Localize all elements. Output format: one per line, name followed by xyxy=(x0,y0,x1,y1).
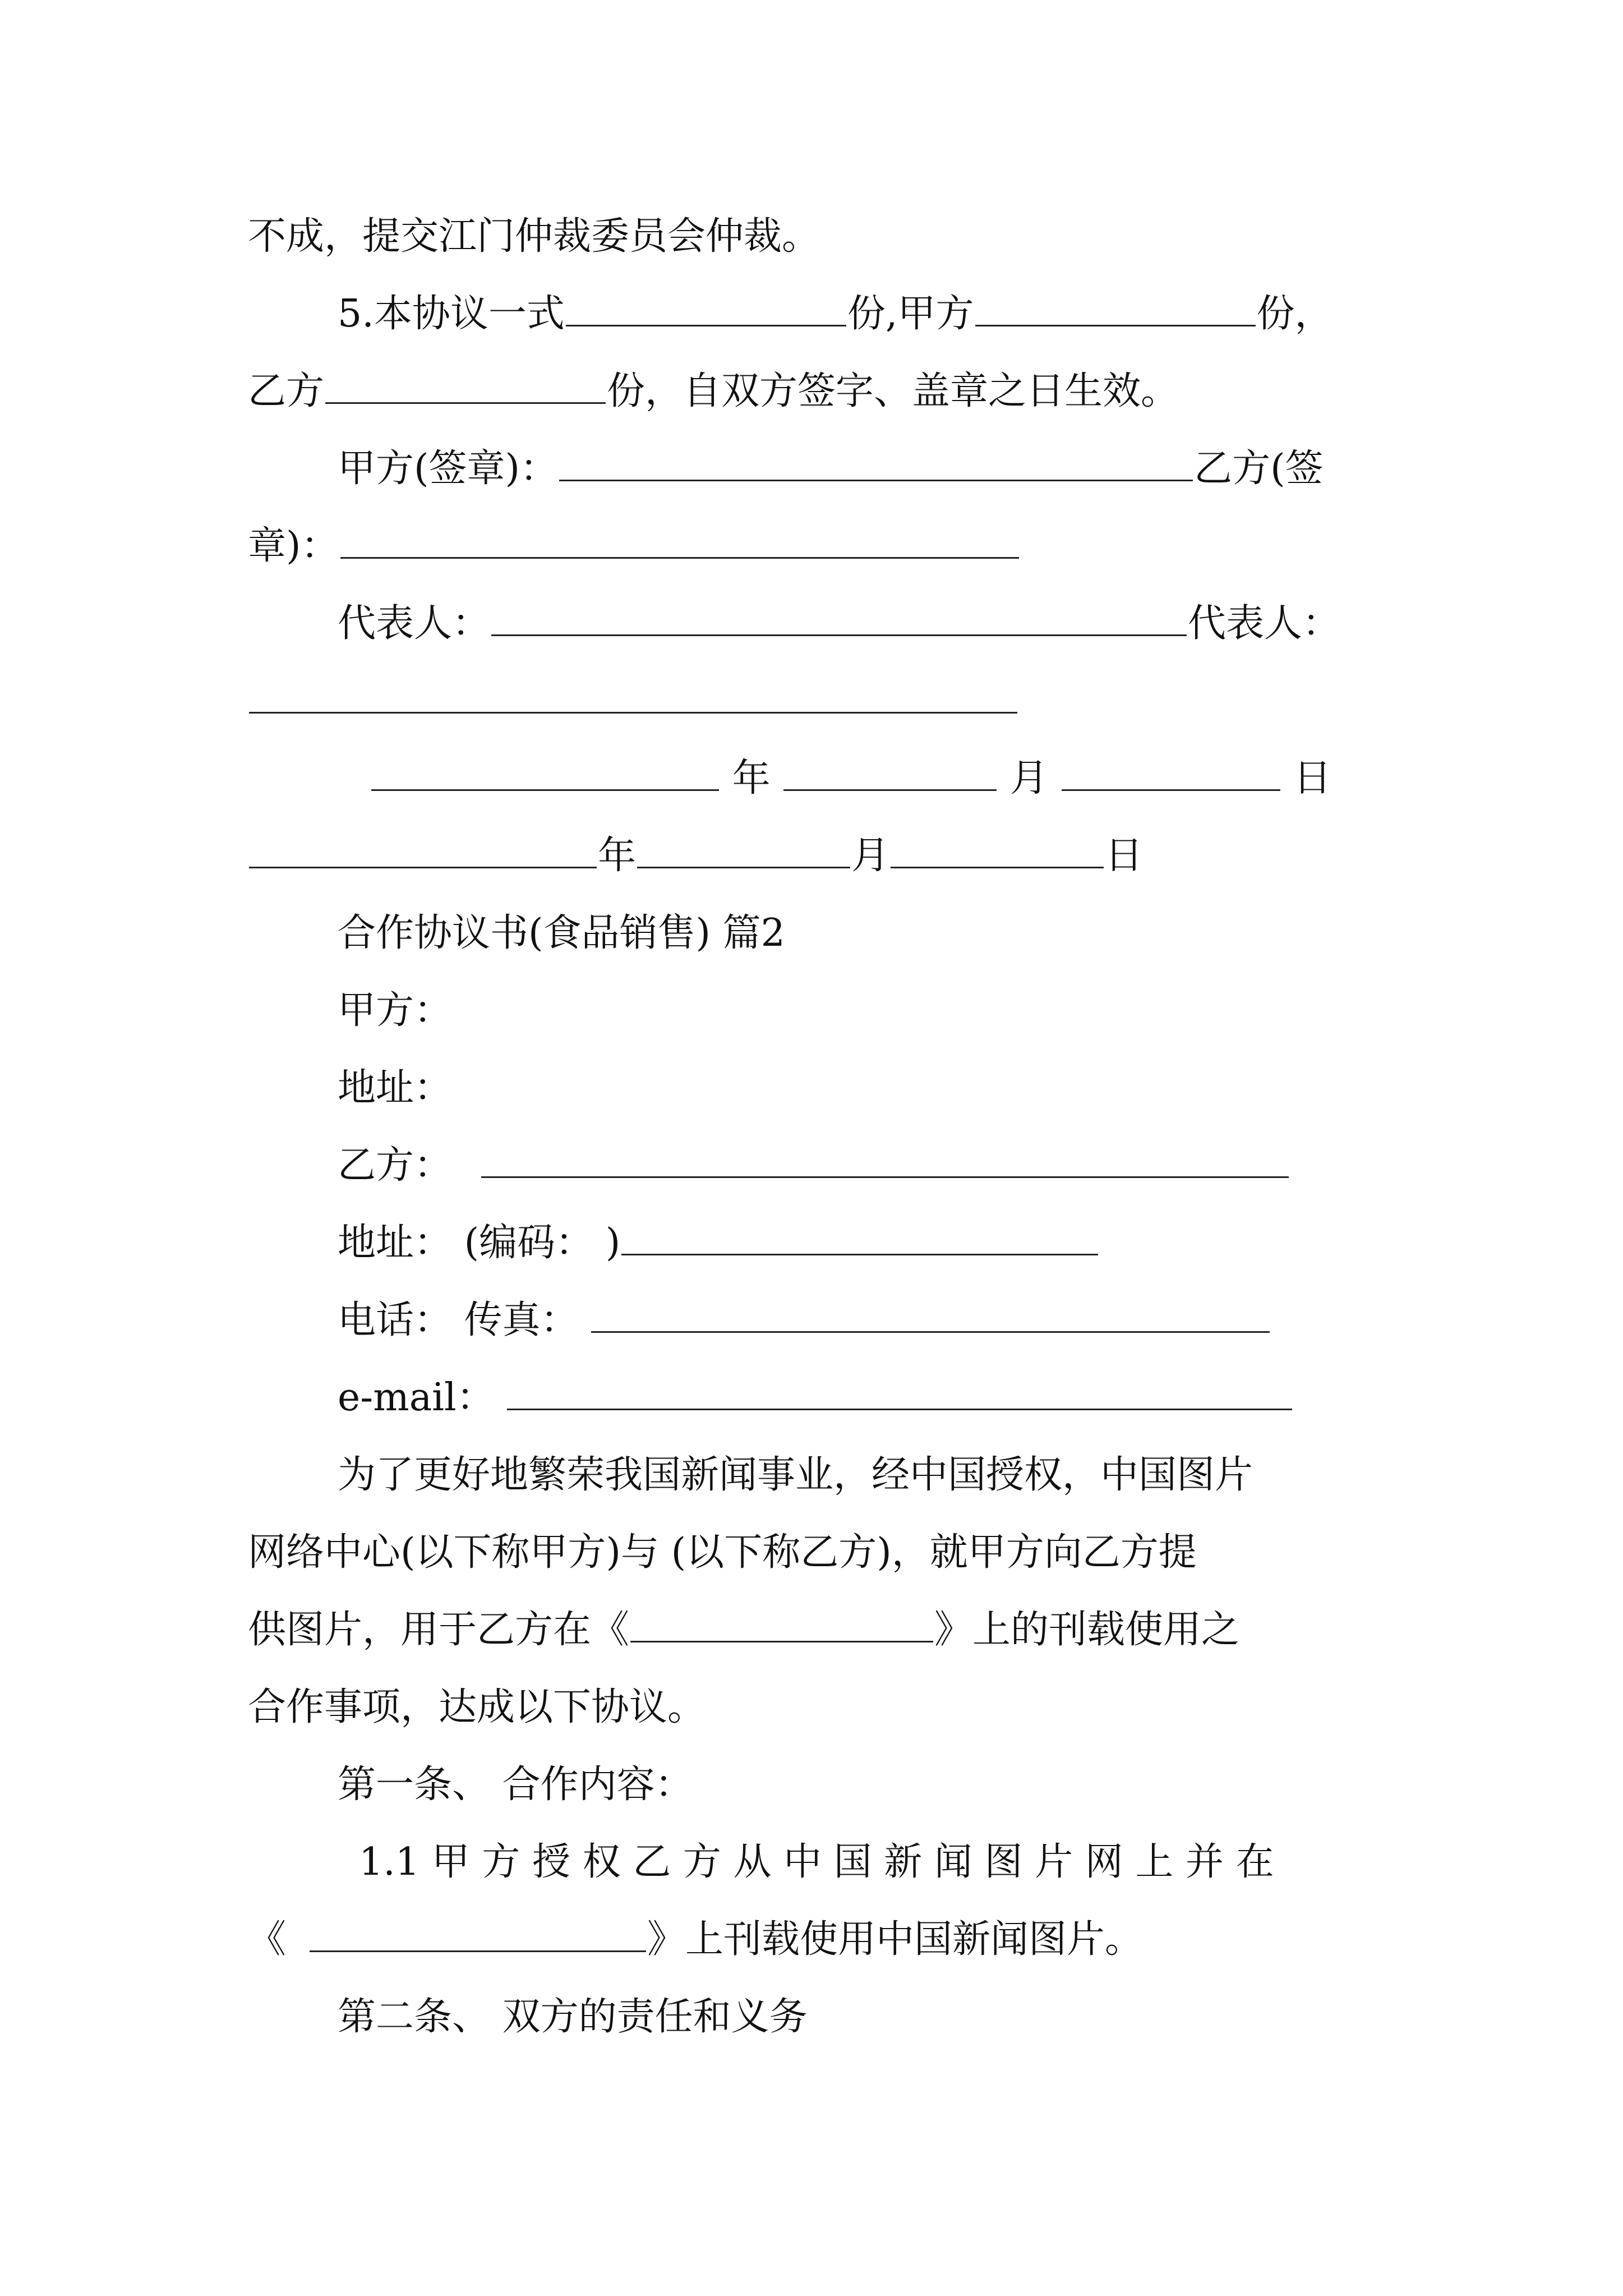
month-field[interactable] xyxy=(637,830,850,868)
clause-text: 5.本协议一式 xyxy=(338,292,565,336)
text-line xyxy=(248,673,1392,729)
clause-text: 份，自双方签字、盖章之日生效。 xyxy=(607,369,1179,413)
body-text: 《 xyxy=(248,1917,287,1962)
clause-text: 份,甲方 xyxy=(847,292,974,336)
text-line xyxy=(248,1602,1392,1658)
text-line xyxy=(338,1447,1392,1503)
text-line xyxy=(338,596,1392,652)
signature-label: 章)： xyxy=(248,524,339,568)
signature-field[interactable] xyxy=(340,520,1019,559)
party-a-label: 甲方： xyxy=(338,988,453,1033)
representative-label: 代表人： xyxy=(338,601,491,646)
publication-field[interactable] xyxy=(630,1604,933,1642)
body-text: 1.1 甲 方 授 权 乙 方 从 中 国 新 闻 图 片 网 上 并 在 xyxy=(359,1840,1274,1884)
text-line xyxy=(338,1292,1392,1349)
body-text: 合作事项，达成以下协议。 xyxy=(248,1685,706,1729)
text-line xyxy=(338,441,1392,497)
month-field[interactable] xyxy=(783,752,997,791)
signature-label: 乙方(签 xyxy=(1194,447,1324,491)
signature-field[interactable] xyxy=(559,443,1193,481)
year-label: 年 xyxy=(598,834,637,878)
blank-field[interactable] xyxy=(975,288,1256,326)
text-line xyxy=(359,1834,1392,1890)
clause-text: 份， xyxy=(1256,292,1333,336)
body-text: 为了更好地繁荣我国新闻事业，经中国授权，中国图片 xyxy=(338,1453,1253,1497)
body-text: 供图片，用于乙方在《 xyxy=(248,1608,630,1652)
text-line xyxy=(338,1060,1392,1116)
body-text: 网络中心(以下称甲方)与 (以下称乙方)，就甲方向乙方提 xyxy=(248,1530,1197,1575)
publication-field[interactable] xyxy=(310,1913,646,1952)
text-line xyxy=(248,209,1392,265)
year-field[interactable] xyxy=(249,830,597,868)
representative-label: 代表人： xyxy=(1188,601,1341,646)
text-line xyxy=(248,1525,1392,1581)
day-label: 日 xyxy=(1293,756,1332,800)
address-label: 地址： (编码： ) xyxy=(338,1221,621,1265)
email-field[interactable] xyxy=(507,1372,1292,1410)
party-b-field[interactable] xyxy=(481,1139,1289,1178)
party-b-label: 乙方： xyxy=(338,1143,453,1188)
phone-fax-label: 电话： 传真： xyxy=(338,1298,579,1342)
blank-field[interactable] xyxy=(325,365,606,404)
month-label: 月 xyxy=(851,834,890,878)
year-label: 年 xyxy=(732,756,771,800)
day-field[interactable] xyxy=(1062,752,1280,791)
body-text: 》上刊载使用中国新闻图片。 xyxy=(647,1917,1144,1962)
date-line xyxy=(370,751,1392,807)
text-line xyxy=(338,983,1392,1039)
date-line xyxy=(248,828,1392,884)
text-line xyxy=(248,1680,1392,1736)
address-field[interactable] xyxy=(621,1217,1098,1255)
section-heading xyxy=(338,1989,1392,2045)
email-label: e-mail： xyxy=(338,1375,495,1420)
article-heading: 第二条、 双方的责任和义务 xyxy=(338,1995,808,2039)
month-label: 月 xyxy=(1009,756,1048,800)
body-text: 》上的刊载使用之 xyxy=(934,1608,1240,1652)
blank-field[interactable] xyxy=(566,288,846,326)
agreement-title: 合作协议书(食品销售) 篇2 xyxy=(338,911,785,955)
clause-text: 乙方 xyxy=(248,369,325,413)
section-heading xyxy=(338,905,1392,961)
representative-field[interactable] xyxy=(249,675,1017,714)
section-heading xyxy=(338,1757,1392,1813)
text-line xyxy=(338,1138,1392,1194)
text-line xyxy=(248,364,1392,420)
text-line xyxy=(338,1215,1392,1271)
article-heading: 第一条、 合作内容： xyxy=(338,1763,693,1807)
day-label: 日 xyxy=(1105,834,1144,878)
text-line xyxy=(338,286,1392,342)
day-field[interactable] xyxy=(891,830,1104,868)
clause-text: 不成，提交江门仲裁委员会仲裁。 xyxy=(248,214,820,259)
year-field[interactable] xyxy=(371,752,719,791)
text-line xyxy=(248,518,1392,574)
fax-field[interactable] xyxy=(591,1294,1270,1333)
text-line xyxy=(248,1912,1392,1968)
signature-label: 甲方(签章)： xyxy=(338,447,559,491)
text-line xyxy=(338,1370,1392,1426)
address-label: 地址： xyxy=(338,1066,453,1110)
representative-field[interactable] xyxy=(491,597,1187,636)
